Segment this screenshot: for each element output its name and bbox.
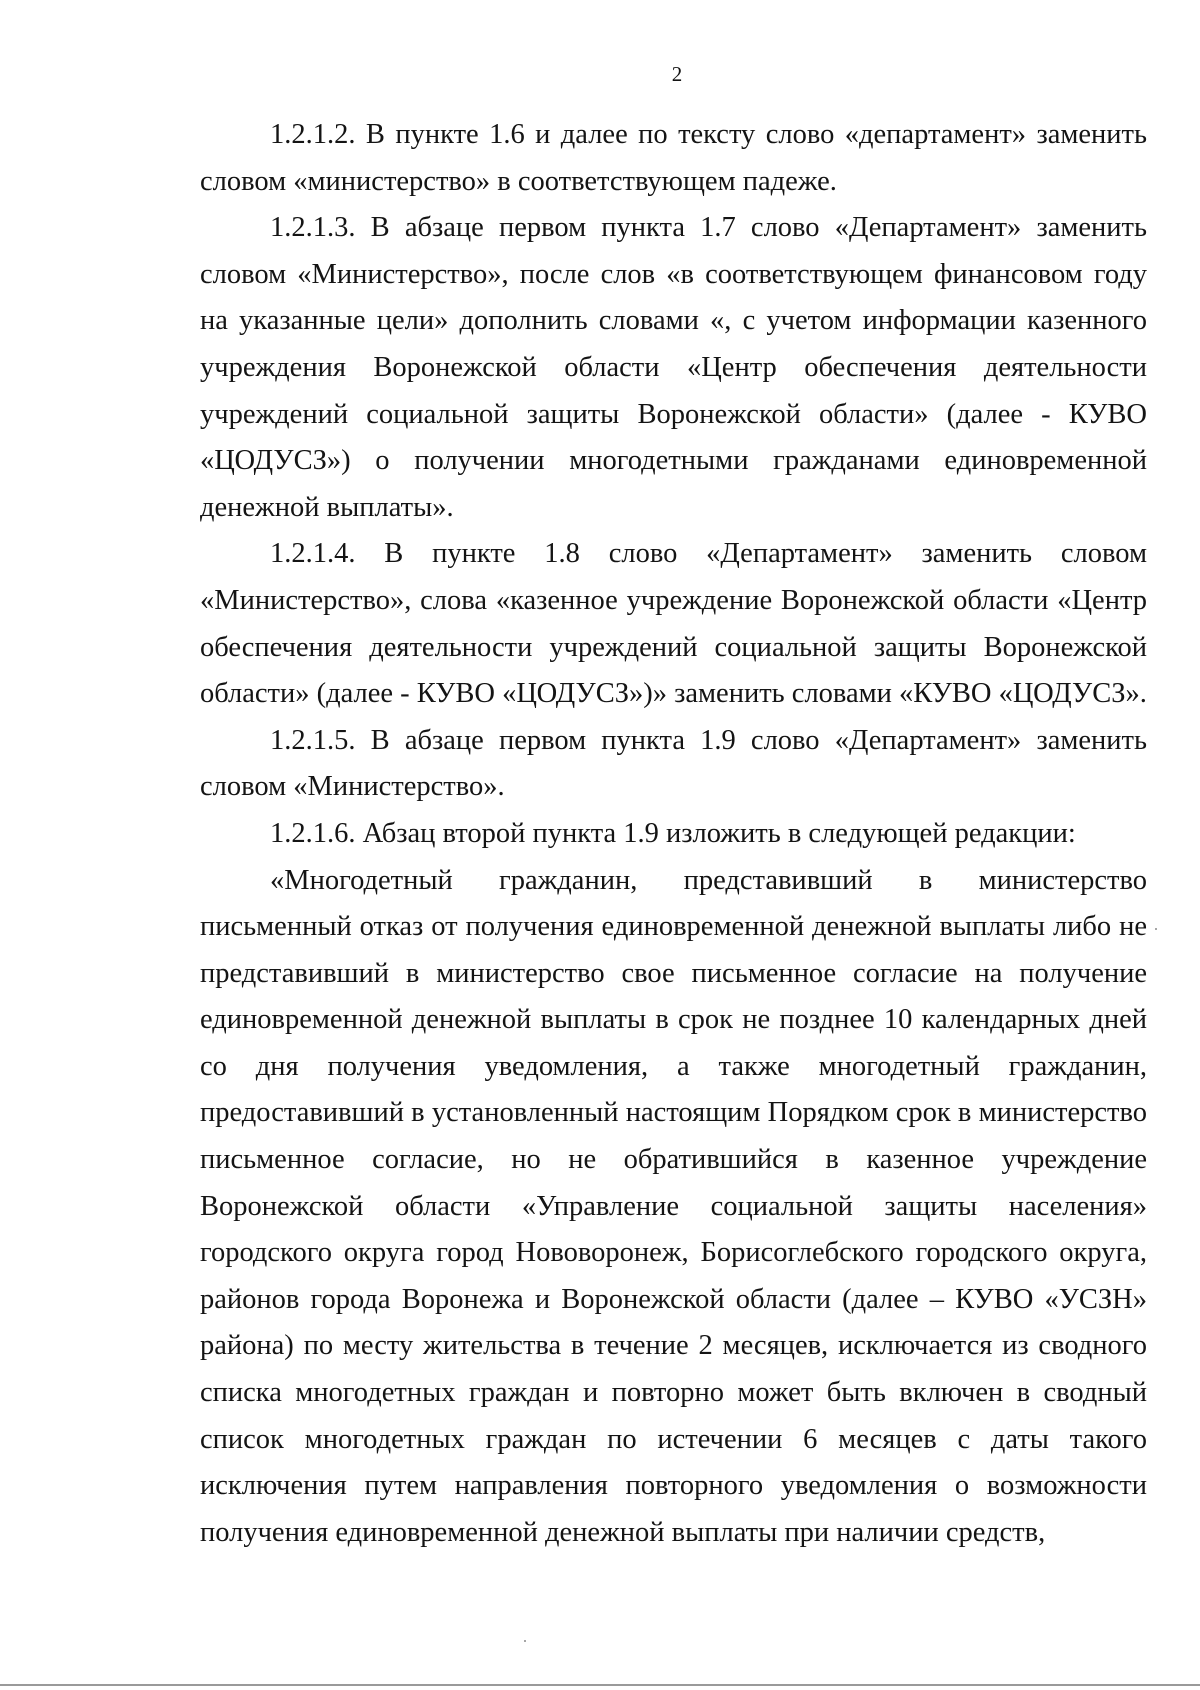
paragraph-quoted-redaction: «Многодетный гражданин, представивший в министерство письменный отказ от получения единовременной денежной выплаты либо не представивший в министерство свое письменное согласие на получение единовременной денежной выплаты в срок не позднее 10 календарных дней со дня получения уведомления, а также многодетный гражданин, предоставивший в установленный настоящим Порядком срок в министерство письменное согласие, но не обратившийся в казенное учреждение Воронежской области «Управление социальной защиты населения» городского округа город Нововоронеж, Борисоглебского городского округа, районов города Воронежа и Воронежской области (далее – КУВО «УСЗН» района) по месту жительства в течение 2 месяцев, исключается из сводного списка многодетных граждан и повторно может быть включен в сводный список многодетных граждан по истечении 6 месяцев с даты такого исключения путем направления повторного уведомления о возможности получения единовременной денежной выплаты при наличии средств, — [200, 864, 1147, 1548]
paragraph-1-2-1-4: 1.2.1.4. В пункте 1.8 слово «Департамент» заменить словом «Министерство», слова «казенное учреждение Воронежской области «Центр обеспечения деятельности учреждений социальной защиты Воронежской области» (далее - КУВО «ЦОДУСЗ»)» заменить словами «КУВО «ЦОДУСЗ». — [200, 538, 1147, 710]
paragraph-1-2-1-3: 1.2.1.3. В абзаце первом пункта 1.7 слово «Департамент» заменить словом «Министерство», после слов «в соответствующем финансовом году на указанные цели» дополнить словами «, с учетом информации казенного учреждения Воронежской области «Центр обеспечения деятельности учреждений социальной защиты Воронежской области» (далее - КУВО «ЦОДУСЗ») о получении многодетными гражданами единовременной денежной выплаты». — [200, 212, 1147, 523]
paragraph-1-2-1-2: 1.2.1.2. В пункте 1.6 и далее по тексту слово «департамент» заменить словом «министерство» в соответствующем падеже. — [200, 119, 1147, 197]
document-body — [200, 112, 1147, 1556]
scan-edge-line — [0, 1684, 1200, 1686]
page-number: 2 — [671, 62, 683, 86]
scan-speck — [524, 1640, 526, 1642]
scan-speck — [1155, 928, 1157, 930]
paragraph-1-2-1-5: 1.2.1.5. В абзаце первом пункта 1.9 слово «Департамент» заменить словом «Министерство». — [200, 724, 1147, 803]
paragraph-1-2-1-6: 1.2.1.6. Абзац второй пункта 1.9 изложить в следующей редакции: — [270, 817, 1076, 849]
